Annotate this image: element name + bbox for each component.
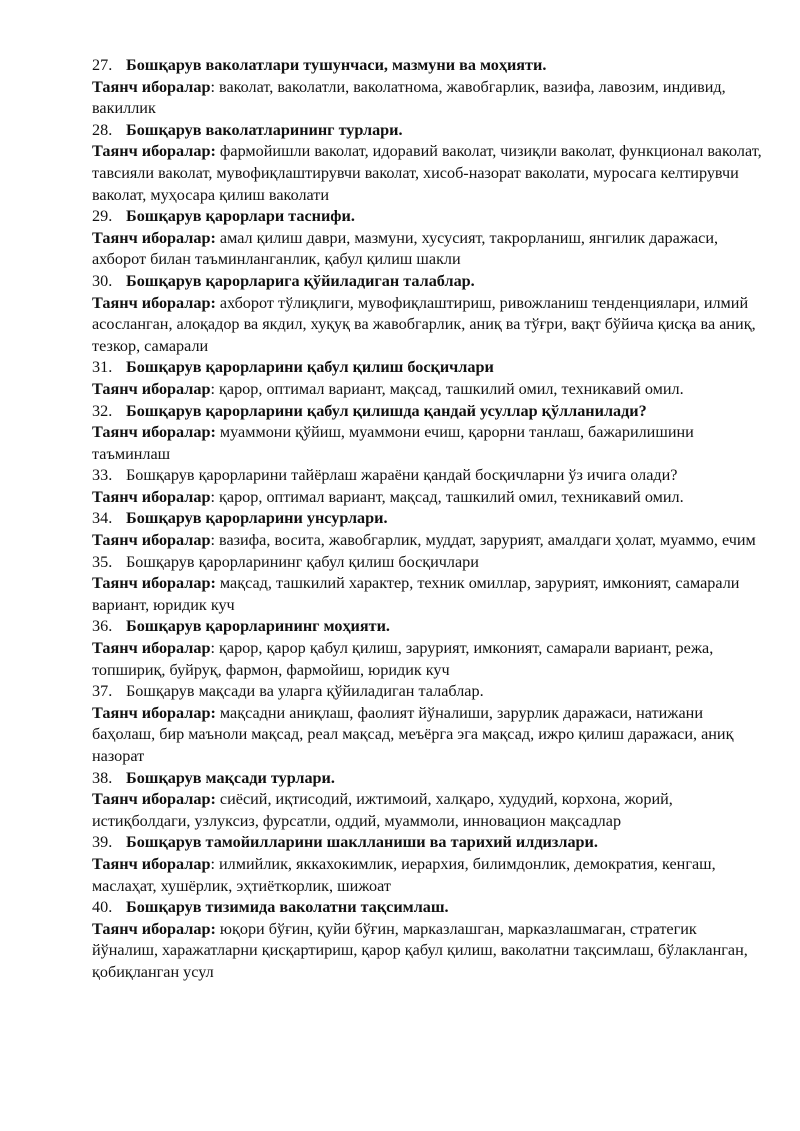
question-item (92, 357, 766, 400)
question-item (92, 120, 766, 206)
question-number: 38. (92, 768, 113, 787)
question-heading (92, 552, 766, 574)
keywords-line (92, 379, 766, 401)
keywords-separator: : (210, 531, 220, 550)
keywords-line (92, 77, 766, 120)
keywords-text: сиёсий, иқтисодий, ижтимоий, халқаро, худудий, корхона, жорий, истиқболдаги, узлуксиз, фурсатли, оддий, муаммоли, инновацион мақсадлар (92, 790, 673, 830)
question-item (92, 832, 766, 897)
question-heading (92, 768, 766, 790)
question-title: Бошқарув қарорларини қабул қилишда қандай усуллар қўлланилади? (126, 401, 647, 420)
question-heading (92, 616, 766, 638)
question-number: 30. (92, 271, 113, 290)
question-item (92, 271, 766, 357)
question-number: 39. (92, 833, 113, 852)
question-title: Бошқарув қарорларининг моҳияти. (126, 617, 390, 636)
question-title: Бошқарув тамойилларини шаклланиши ва тарихий илдизлари. (126, 833, 598, 852)
keywords-text: илмийлик, яккахокимлик, иерархия, билимдонлик, демократия, кенгаш, маслаҳат, хушёрлик, эҳтиёткорлик, шижоат (92, 854, 716, 895)
keywords-label: Таянч иборалар (92, 487, 211, 506)
keywords-label: Таянч иборалар (92, 531, 211, 550)
question-heading (92, 271, 766, 293)
keywords-line (92, 293, 766, 358)
question-title: Бошқарув қарорларига қўйиладиган талаблар. (126, 271, 475, 290)
question-heading (92, 897, 766, 919)
keywords-label: Таянч иборалар: (92, 919, 216, 938)
keywords-separator: : (210, 77, 220, 96)
keywords-line (92, 703, 766, 768)
keywords-label: Таянч иборалар (92, 854, 211, 873)
question-item (92, 768, 766, 833)
keywords-separator: : (210, 854, 220, 873)
question-number: 37. (92, 682, 113, 701)
question-item (92, 681, 766, 767)
question-heading (92, 120, 766, 142)
question-number: 31. (92, 358, 113, 377)
question-title: Бошқарув тизимида ваколатни тақсимлаш. (126, 898, 449, 917)
keywords-label: Таянч иборалар: (92, 703, 216, 722)
keywords-text: ваколат, ваколатли, ваколатнома, жавобгарлик, вазифа, лавозим, индивид, вакиллик (92, 77, 726, 118)
keywords-line (92, 422, 766, 465)
keywords-text: ахборот тўлиқлиги, мувофиқлаштириш, ривожланиш тенденциялари, илмий асосланган, алоқадор ва якдил, хуқуқ ва жавобгарлик, аниқ ва тўғри, вақт бўйича қисқа ва аниқ, тезкор, самарали (92, 293, 756, 355)
question-title: Бошқарув ваколатларининг турлари. (126, 120, 403, 139)
question-title: Бошқарув мақсади турлари. (126, 768, 335, 787)
keywords-line (92, 789, 766, 832)
question-title: Бошқарув ваколатлари тушунчаси, мазмуни ва моҳияти. (126, 56, 547, 74)
keywords-text: қарор, оптимал вариант, мақсад, ташкилий омил, техникавий омил. (219, 487, 684, 506)
question-item (92, 465, 766, 508)
question-title: Бошқарув қарорлари таснифи. (126, 207, 355, 226)
question-item (92, 206, 766, 271)
question-title: Бошқарув қарорларини қабул қилиш босқичлари (126, 358, 494, 377)
keywords-line (92, 573, 766, 616)
keywords-line (92, 638, 766, 681)
keywords-text: амал қилиш даври, мазмуни, хусусият, такрорланиш, янгилик даражаси, ахборот билан таъминланганлик, қабул қилиш шакли (92, 228, 719, 269)
question-title: Бошқарув қарорларини тайёрлаш жараёни қандай босқичларни ўз ичига олади? (126, 466, 678, 485)
keywords-text: юқори бўғин, қуйи бўғин, марказлашган, марказлашмаган, стратегик йўналиш, харажатларни қисқартириш, қарор қабул қилиш, ваколатни тақсимлаш, бўлакланган, қобиқланган усул (92, 919, 748, 981)
question-number: 27. (92, 56, 113, 74)
question-heading (92, 357, 766, 379)
keywords-label: Таянч иборалар: (92, 228, 216, 247)
question-heading (92, 508, 766, 530)
question-number: 40. (92, 898, 113, 917)
question-item (92, 508, 766, 551)
keywords-label: Таянч иборалар: (92, 142, 216, 161)
question-number: 32. (92, 401, 113, 420)
keywords-text: қарор, қарор қабул қилиш, зарурият, имконият, самарали вариант, режа, топшириқ, буйруқ, фармон, фармойиш, юридик куч (92, 639, 714, 679)
keywords-label: Таянч иборалар (92, 379, 211, 398)
question-item (92, 616, 766, 681)
keywords-separator: : (210, 639, 220, 658)
keywords-label: Таянч иборалар (92, 77, 211, 96)
keywords-line (92, 919, 766, 984)
keywords-separator: : (210, 487, 220, 506)
keywords-label: Таянч иборалар (92, 639, 211, 658)
question-number: 35. (92, 552, 113, 571)
keywords-line (92, 228, 766, 271)
question-heading (92, 465, 766, 487)
keywords-text: муаммони қўйиш, муаммони ечиш, қарорни танлаш, бажарилишини таъминлаш (92, 423, 694, 463)
question-title: Бошқарув қарорларини унсурлари. (126, 509, 388, 528)
keywords-label: Таянч иборалар: (92, 574, 216, 593)
question-heading (92, 681, 766, 703)
question-item (92, 552, 766, 617)
question-item (92, 897, 766, 983)
keywords-text: фармойишли ваколат, идоравий ваколат, чизиқли ваколат, функционал ваколат, тавсияли ваколат, мувофиқлаштирувчи ваколат, хисоб-назорат ваколати, муросага келтирувчи ваколат, муҳосара қилиш ваколати (92, 142, 762, 204)
question-heading (92, 832, 766, 854)
question-title: Бошқарув қарорларининг қабул қилиш босқичлари (126, 552, 479, 571)
keywords-line (92, 487, 766, 509)
keywords-text: вазифа, восита, жавобгарлик, муддат, зарурият, амалдаги ҳолат, муаммо, ечим (219, 531, 756, 550)
question-item (92, 55, 766, 120)
keywords-label: Таянч иборалар: (92, 790, 216, 809)
question-number: 33. (92, 466, 113, 485)
keywords-label: Таянч иборалар: (92, 293, 216, 312)
keywords-line (92, 530, 766, 552)
question-number: 29. (92, 207, 113, 226)
question-number: 28. (92, 120, 113, 139)
question-heading (92, 206, 766, 228)
keywords-label: Таянч иборалар: (92, 423, 216, 442)
question-heading (92, 55, 766, 77)
keywords-text: мақсадни аниқлаш, фаолият йўналиши, зарурлик даражаси, натижани баҳолаш, бир маъноли мақсад, реал мақсад, меъёрга эга мақсад, ижро қилиш даражаси, аниқ назорат (92, 703, 734, 765)
question-item (92, 401, 766, 466)
question-heading (92, 401, 766, 423)
question-number: 36. (92, 617, 113, 636)
keywords-separator: : (210, 379, 220, 398)
keywords-text: қарор, оптимал вариант, мақсад, ташкилий омил, техникавий омил. (219, 379, 684, 398)
keywords-text: мақсад, ташкилий характер, техник омиллар, зарурият, имконият, самарали вариант, юридик куч (92, 574, 740, 614)
keywords-line (92, 854, 766, 897)
question-title: Бошқарув мақсади ва уларга қўйиладиган талаблар. (126, 682, 484, 701)
question-number: 34. (92, 509, 113, 528)
keywords-line (92, 141, 766, 206)
